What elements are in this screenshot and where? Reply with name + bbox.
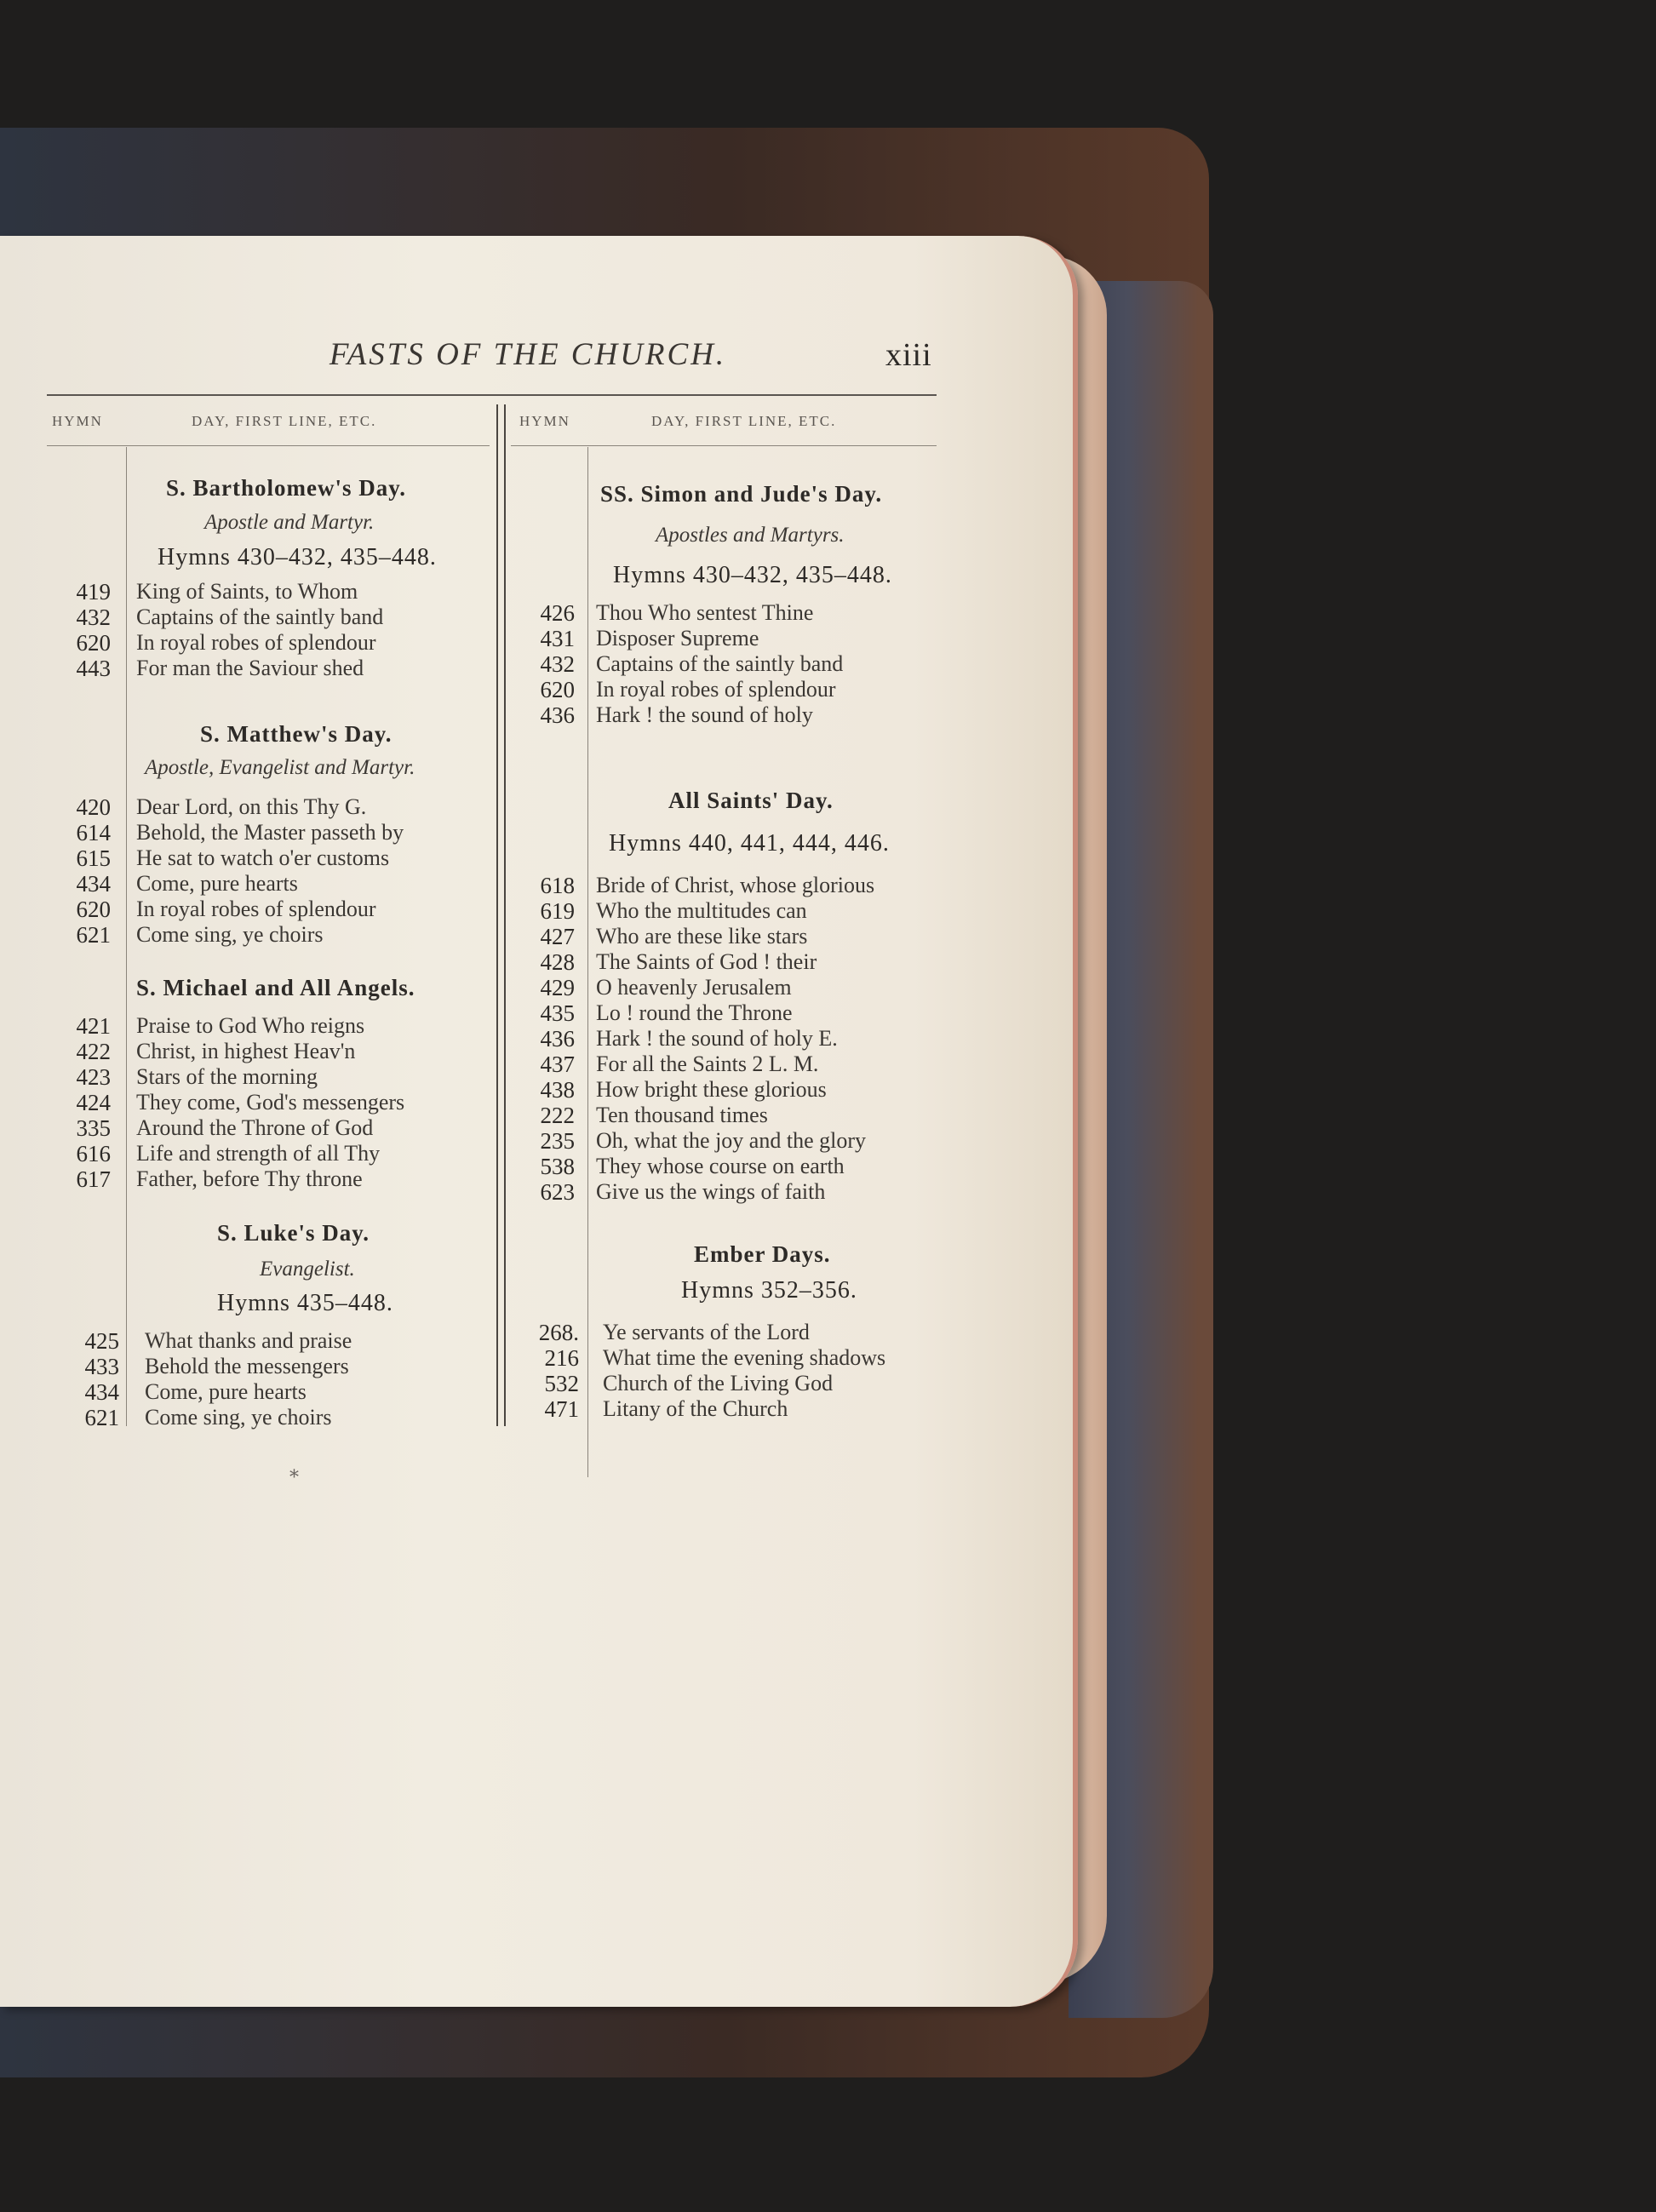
hymn-number: 616	[76, 1141, 111, 1166]
hymn-column-label: HYMN	[519, 413, 570, 429]
list-item	[47, 1379, 490, 1405]
section-title: S. Michael and All Angels.	[136, 975, 415, 1000]
section-title: S. Luke's Day.	[217, 1220, 370, 1246]
first-line: Ye servants of the Lord	[603, 1320, 810, 1344]
list-item	[511, 1345, 937, 1371]
first-line: How bright these glorious	[596, 1077, 827, 1102]
first-line: Come, pure hearts	[145, 1379, 307, 1404]
hymn-number: 438	[540, 1077, 575, 1103]
list-item	[511, 1179, 937, 1205]
first-line: Behold, the Master passeth by	[136, 820, 404, 845]
first-line: Hark ! the sound of holy E.	[596, 1026, 838, 1051]
section-hymns: Hymns 352–356.	[681, 1277, 857, 1304]
section-title: SS. Simon and Jude's Day.	[600, 481, 883, 507]
list-item	[511, 1103, 937, 1128]
first-line: They come, God's messengers	[136, 1090, 405, 1115]
section-hymns: Hymns 430–432, 435–448.	[158, 544, 437, 570]
list-item	[47, 1090, 490, 1115]
hymn-number: 614	[76, 820, 111, 845]
hymn-number: 432	[76, 605, 111, 630]
column-header	[511, 396, 937, 447]
hymn-number: 532	[544, 1371, 579, 1396]
hymn-number: 268.	[538, 1320, 579, 1345]
hymn-number: 428	[540, 949, 575, 975]
hymn-number: 619	[540, 898, 575, 924]
list-item	[47, 579, 490, 605]
hymn-number: 623	[540, 1179, 575, 1205]
hymn-number: 235	[540, 1128, 575, 1154]
list-item	[47, 1115, 490, 1141]
hymn-number: 615	[76, 845, 111, 871]
list-item	[511, 600, 937, 626]
hymn-number: 433	[84, 1354, 119, 1379]
hymn-number: 216	[544, 1345, 579, 1371]
first-line: Who are these like stars	[596, 924, 808, 948]
hymn-column-label: HYMN	[52, 413, 103, 429]
list-item	[47, 1141, 490, 1166]
hymn-number: 434	[76, 871, 111, 897]
hymn-number: 431	[540, 626, 575, 651]
list-item	[47, 897, 490, 922]
first-line: Come, pure hearts	[136, 871, 298, 896]
first-line: King of Saints, to Whom	[136, 579, 358, 604]
section-subtitle: Apostles and Martyrs.	[656, 524, 845, 547]
first-line: The Saints of God ! their	[596, 949, 817, 974]
list-item	[511, 677, 937, 702]
first-line: Christ, in highest Heav'n	[136, 1039, 356, 1063]
list-item	[47, 1039, 490, 1064]
column-divider	[496, 404, 506, 1426]
hymn-number: 437	[540, 1052, 575, 1077]
hymn-number: 426	[540, 600, 575, 626]
section-title: All Saints' Day.	[668, 788, 834, 813]
list-item	[511, 1026, 937, 1052]
section-title: S. Matthew's Day.	[200, 721, 393, 747]
list-item	[47, 794, 490, 820]
first-line: Come sing, ye choirs	[136, 922, 324, 947]
list-item	[511, 975, 937, 1000]
list-item	[511, 949, 937, 975]
section-subtitle: Apostle, Evangelist and Martyr.	[145, 756, 415, 779]
first-line: Church of the Living God	[603, 1371, 834, 1395]
hymn-number: 620	[76, 630, 111, 656]
list-item	[511, 1154, 937, 1179]
first-line: For man the Saviour shed	[136, 656, 364, 680]
first-line: They whose course on earth	[596, 1154, 845, 1178]
page-number: xiii	[885, 337, 932, 373]
right-column	[511, 396, 937, 1422]
hymn-number: 538	[540, 1154, 575, 1179]
list-item	[47, 922, 490, 948]
ink-speck: ⁎	[289, 1460, 299, 1481]
section-title: S. Bartholomew's Day.	[166, 475, 407, 501]
first-line: Life and strength of all Thy	[136, 1141, 381, 1166]
hymn-number: 617	[76, 1166, 111, 1192]
first-line: Dear Lord, on this Thy G.	[136, 794, 367, 819]
section-title: Ember Days.	[694, 1241, 831, 1267]
first-line: He sat to watch o'er customs	[136, 845, 390, 870]
left-column	[47, 396, 490, 1430]
hymn-number: 443	[76, 656, 111, 681]
hymn-number: 429	[540, 975, 575, 1000]
first-line: Stars of the morning	[136, 1064, 318, 1089]
first-line: Who the multitudes can	[596, 898, 807, 923]
list-item	[47, 845, 490, 871]
header-underline	[47, 445, 490, 446]
list-item	[47, 1328, 490, 1354]
list-item	[511, 702, 937, 728]
first-line: In royal robes of splendour	[136, 897, 376, 921]
hymn-number: 620	[76, 897, 111, 922]
day-column-label: DAY, FIRST LINE, ETC.	[192, 413, 377, 429]
list-item	[47, 656, 490, 681]
list-item	[511, 651, 937, 677]
list-item	[47, 1013, 490, 1039]
first-line: Come sing, ye choirs	[145, 1405, 332, 1430]
list-item	[511, 924, 937, 949]
first-line: Ten thousand times	[596, 1103, 768, 1127]
hymn-number: 222	[540, 1103, 575, 1128]
list-item	[47, 1354, 490, 1379]
section-hymns: Hymns 440, 441, 444, 446.	[609, 830, 890, 857]
hymn-number: 422	[76, 1039, 111, 1064]
list-item	[47, 820, 490, 845]
section-hymns: Hymns 430–432, 435–448.	[613, 562, 892, 588]
list-item	[511, 1396, 937, 1422]
list-item	[47, 1064, 490, 1090]
header-underline	[511, 445, 937, 446]
hymn-number: 621	[76, 922, 111, 948]
first-line: Give us the wings of faith	[596, 1179, 826, 1204]
first-line: Oh, what the joy and the glory	[596, 1128, 866, 1153]
first-line: Hark ! the sound of holy	[596, 702, 813, 727]
list-item	[47, 1166, 490, 1192]
list-item	[511, 1320, 937, 1345]
hymn-number: 436	[540, 702, 575, 728]
list-item	[511, 1077, 937, 1103]
hymn-number: 335	[76, 1115, 111, 1141]
hymn-number: 620	[540, 677, 575, 702]
hymn-number: 420	[76, 794, 111, 820]
hymn-number: 621	[84, 1405, 119, 1430]
column-header	[47, 396, 490, 447]
hymn-number: 436	[540, 1026, 575, 1052]
list-item	[47, 1405, 490, 1430]
first-line: What time the evening shadows	[603, 1345, 886, 1370]
first-line: Litany of the Church	[603, 1396, 788, 1421]
running-title: FASTS OF THE CHURCH.	[329, 337, 727, 372]
list-item	[47, 871, 490, 897]
list-item	[511, 1052, 937, 1077]
hymn-number: 471	[544, 1396, 579, 1422]
list-item	[511, 1128, 937, 1154]
hymn-number: 427	[540, 924, 575, 949]
list-item	[47, 630, 490, 656]
first-line: Praise to God Who reigns	[136, 1013, 365, 1038]
first-line: Around the Throne of God	[136, 1115, 374, 1140]
section-subtitle: Evangelist.	[260, 1258, 355, 1281]
first-line: Behold the messengers	[145, 1354, 349, 1378]
first-line: O heavenly Jerusalem	[596, 975, 792, 1000]
first-line: Father, before Thy throne	[136, 1166, 363, 1191]
list-item	[511, 626, 937, 651]
first-line: For all the Saints 2 L. M.	[596, 1052, 819, 1076]
hymn-number: 423	[76, 1064, 111, 1090]
hymn-number: 419	[76, 579, 111, 605]
hymn-number: 432	[540, 651, 575, 677]
list-item	[511, 873, 937, 898]
hymn-number: 425	[84, 1328, 119, 1354]
first-line: Thou Who sentest Thine	[596, 600, 814, 625]
section-hymns: Hymns 435–448.	[217, 1290, 393, 1316]
list-item	[511, 898, 937, 924]
first-line: In royal robes of splendour	[596, 677, 836, 702]
first-line: In royal robes of splendour	[136, 630, 376, 655]
hymn-number: 421	[76, 1013, 111, 1039]
first-line: Captains of the saintly band	[136, 605, 384, 629]
first-line: Lo ! round the Throne	[596, 1000, 793, 1025]
hymn-number: 424	[76, 1090, 111, 1115]
hymn-number: 434	[84, 1379, 119, 1405]
section-subtitle: Apostle and Martyr.	[204, 511, 375, 534]
first-line: What thanks and praise	[145, 1328, 352, 1353]
day-column-label: DAY, FIRST LINE, ETC.	[651, 413, 837, 429]
hymn-number: 618	[540, 873, 575, 898]
first-line: Disposer Supreme	[596, 626, 759, 650]
list-item	[511, 1371, 937, 1396]
list-item	[47, 605, 490, 630]
list-item	[511, 1000, 937, 1026]
first-line: Bride of Christ, whose glorious	[596, 873, 875, 897]
first-line: Captains of the saintly band	[596, 651, 844, 676]
hymn-number: 435	[540, 1000, 575, 1026]
